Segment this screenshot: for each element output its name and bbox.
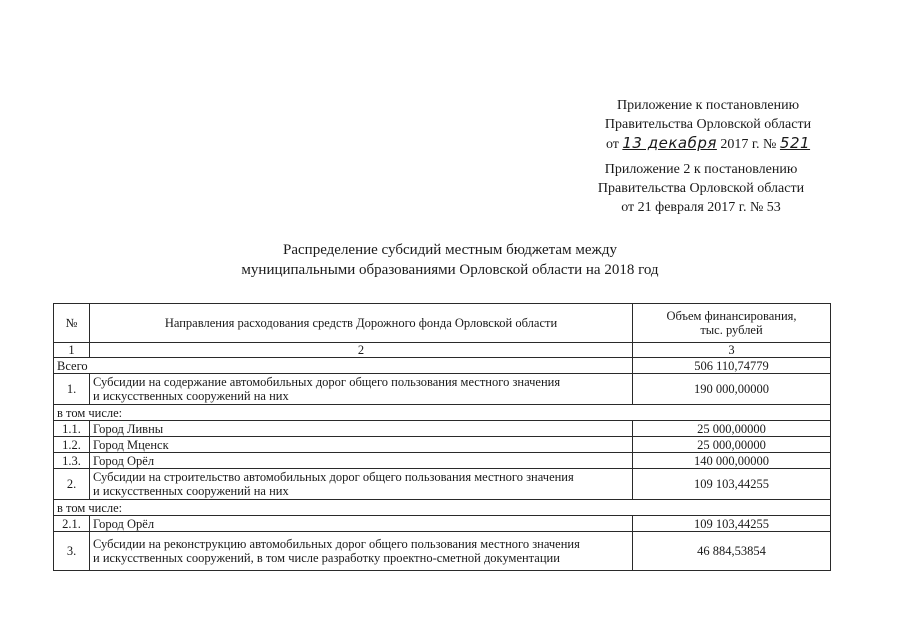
- row-value: 25 000,00000: [633, 421, 831, 437]
- including-label: в том числе:: [54, 500, 831, 516]
- date-year: 2017 г. №: [720, 137, 777, 152]
- column-index-1: 1: [54, 343, 90, 358]
- row-num: 1.: [54, 374, 90, 405]
- including-row: [54, 500, 831, 516]
- row-value: 46 884,53854: [633, 532, 831, 571]
- row-text-line-1: Субсидии на реконструкцию автомобильных дорог общего пользования местного значения: [93, 537, 580, 551]
- handwritten-date: 13 декабря: [622, 134, 717, 152]
- row-text-line-2: и искусственных сооружений на них: [93, 389, 289, 403]
- column-index-3: 3: [633, 343, 831, 358]
- row-value: 109 103,44255: [633, 516, 831, 532]
- row-text: Город Мценск: [90, 437, 633, 453]
- including-label: в том числе:: [54, 405, 831, 421]
- title-line-2: муниципальными образованиями Орловской области на 2018 год: [241, 262, 659, 278]
- appendix-line-1: Приложение к постановлению: [616, 98, 800, 113]
- row-text: [90, 469, 633, 500]
- date-prefix: от: [605, 137, 619, 152]
- title-line-1: Распределение субсидий местным бюджетам между: [283, 242, 617, 258]
- appendix-line-2: Правительства Орловской области: [604, 117, 812, 132]
- row-text-line-1: Субсидии на содержание автомобильных дорог общего пользования местного значения: [93, 375, 561, 389]
- row-text-line-2: и искусственных сооружений, в том числе разработку проектно-сметной документации: [93, 551, 560, 565]
- table-row: [54, 516, 831, 532]
- table-row: [54, 469, 831, 500]
- row-num: 1.3.: [54, 453, 90, 469]
- prev-appendix-line-2: Правительства Орловской области: [597, 181, 805, 196]
- row-text: Город Орёл: [90, 516, 633, 532]
- row-num: 2.: [54, 469, 90, 500]
- header-volume-line-2: тыс. рублей: [700, 323, 763, 337]
- row-value: 109 103,44255: [633, 469, 831, 500]
- table-row: [54, 374, 831, 405]
- header-num: №: [54, 304, 90, 343]
- row-num: 1.2.: [54, 437, 90, 453]
- row-text-line-2: и искусственных сооружений на них: [93, 484, 289, 498]
- row-value: 140 000,00000: [633, 453, 831, 469]
- including-row: [54, 405, 831, 421]
- row-num: 2.1.: [54, 516, 90, 532]
- row-num: 1.1.: [54, 421, 90, 437]
- appendix-header: [588, 96, 828, 154]
- row-value: 190 000,00000: [633, 374, 831, 405]
- row-num: 3.: [54, 532, 90, 571]
- appendix-date-line: [588, 134, 828, 154]
- total-label: Всего: [54, 358, 633, 374]
- column-index-row: [54, 343, 831, 358]
- prev-appendix-line-3: от 21 февраля 2017 г. № 53: [621, 200, 781, 215]
- table-header-row: [54, 304, 831, 343]
- subsidy-table: [53, 303, 831, 571]
- row-text: Город Ливны: [90, 421, 633, 437]
- row-value: 25 000,00000: [633, 437, 831, 453]
- header-volume: [633, 304, 831, 343]
- table-row: [54, 437, 831, 453]
- column-index-2: 2: [90, 343, 633, 358]
- document-title: [150, 240, 750, 280]
- row-text: [90, 532, 633, 571]
- table-row: [54, 421, 831, 437]
- row-text-line-1: Субсидии на строительство автомобильных дорог общего пользования местного значения: [93, 470, 574, 484]
- header-direction: Направления расходования средств Дорожного фонда Орловской области: [90, 304, 633, 343]
- total-row: [54, 358, 831, 374]
- table-row: [54, 532, 831, 571]
- row-text: [90, 374, 633, 405]
- total-value: 506 110,74779: [633, 358, 831, 374]
- previous-appendix-header: [574, 160, 828, 217]
- prev-appendix-line-1: Приложение 2 к постановлению: [604, 162, 798, 177]
- row-text: Город Орёл: [90, 453, 633, 469]
- header-volume-line-1: Объем финансирования,: [666, 309, 797, 323]
- handwritten-number: 521: [779, 134, 811, 152]
- table-row: [54, 453, 831, 469]
